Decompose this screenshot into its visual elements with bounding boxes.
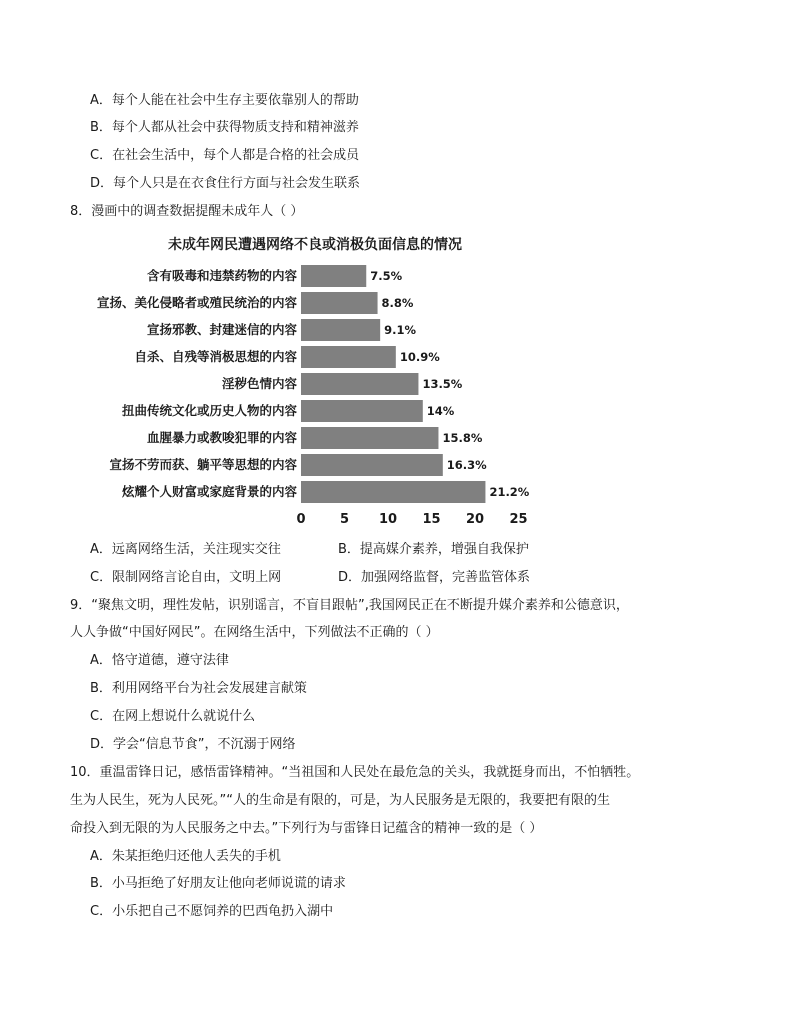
q10-stem-line2: 生为人民生，死为人民死。”“人的生命是有限的，可是，为人民服务是无限的，我要把有限的生 [70,793,610,808]
data-label: 8.8% [381,296,414,310]
q10-option-c: C．小乐把自己不愿饲养的巴西龟扔入湖中 [90,904,334,919]
x-tick-label: 0 [296,512,306,527]
bar [301,427,438,449]
q8-option-c: C．限制网络言论自由，文明上网 [90,570,282,585]
bar [301,373,418,395]
q9-option-a: A．恪守道德，遵守法律 [90,653,229,668]
q7-option-a: A．每个人能在社会中生存主要依靠别人的帮助 [90,93,359,108]
x-tick-label: 25 [509,512,528,527]
bar [301,292,378,314]
data-label: 21.2% [489,485,530,499]
category-label: 宣扬不劳而获、躺平等思想的内容 [109,457,297,472]
category-label: 自杀、自残等消极思想的内容 [134,349,297,364]
q8-option-a: A．远离网络生活，关注现实交往 [90,542,281,557]
data-label: 16.3% [446,458,487,472]
q7-option-b: B．每个人都从社会中获得物质支持和精神滋养 [90,120,359,135]
bar-chart [60,258,560,528]
bar [301,454,443,476]
x-tick-label: 15 [422,512,441,527]
category-label: 宣扬邪教、封建迷信的内容 [146,322,297,337]
q10-stem-line1: 10．重温雷锋日记，感悟雷锋精神。“当祖国和人民处在最危急的关头，我就挺身而出，不怕牺牲。 [70,765,640,780]
bar [301,346,396,368]
q9-stem-line2: 人人争做“中国好网民”。在网络生活中，下列做法不正确的（ ） [70,625,439,640]
q9-option-b: B．利用网络平台为社会发展建言献策 [90,681,307,696]
x-tick-label: 20 [465,512,485,527]
category-label: 淫秽色情内容 [221,376,297,391]
q9-stem-line1: 9．“聚焦文明，理性发帖，识别谣言，不盲目跟帖”,我国网民正在不断提升媒介素养和公德意识， [70,598,629,613]
data-label: 7.5% [370,269,403,283]
q9-option-d: D．学会“信息节食”，不沉溺于网络 [90,737,296,752]
category-label: 血腥暴力或教唆犯罪的内容 [146,430,297,445]
q8-stem: 8．漫画中的调查数据提醒未成年人（ ） [70,204,304,219]
bar [301,481,485,503]
data-label: 13.5% [422,377,463,391]
category-label: 含有吸毒和违禁药物的内容 [146,268,297,283]
category-label: 炫耀个人财富或家庭背景的内容 [121,484,297,499]
q7-option-d: D．每个人只是在衣食住行方面与社会发生联系 [90,176,361,191]
bar [301,400,423,422]
q7-option-c: C．在社会生活中，每个人都是合格的社会成员 [90,148,360,163]
category-label: 宣扬、美化侵略者或殖民统治的内容 [96,295,297,310]
x-tick-label: 5 [339,512,350,527]
q10-option-a: A．朱某拒绝归还他人丢失的手机 [90,849,281,864]
data-label: 15.8% [442,431,483,445]
bar [301,265,366,287]
q9-option-c: C．在网上想说什么就说什么 [90,709,256,724]
data-label: 9.1% [384,323,417,337]
x-tick-label: 10 [378,512,398,527]
q8-option-b: B．提高媒介素养，增强自我保护 [338,542,529,557]
chart-title: 未成年网民遭遇网络不良或消极负面信息的情况 [168,237,462,253]
q8-option-d: D．加强网络监督，完善监管体系 [338,570,531,585]
q10-stem-line3: 命投入到无限的为人民服务之中去。”下列行为与雷锋日记蕴含的精神一致的是（ ） [70,821,543,836]
category-label: 扭曲传统文化或历史人物的内容 [121,403,297,418]
data-label: 14% [426,404,455,418]
q10-option-b: B．小马拒绝了好朋友让他向老师说谎的请求 [90,876,346,891]
bar [301,319,380,341]
data-label: 10.9% [399,350,440,364]
